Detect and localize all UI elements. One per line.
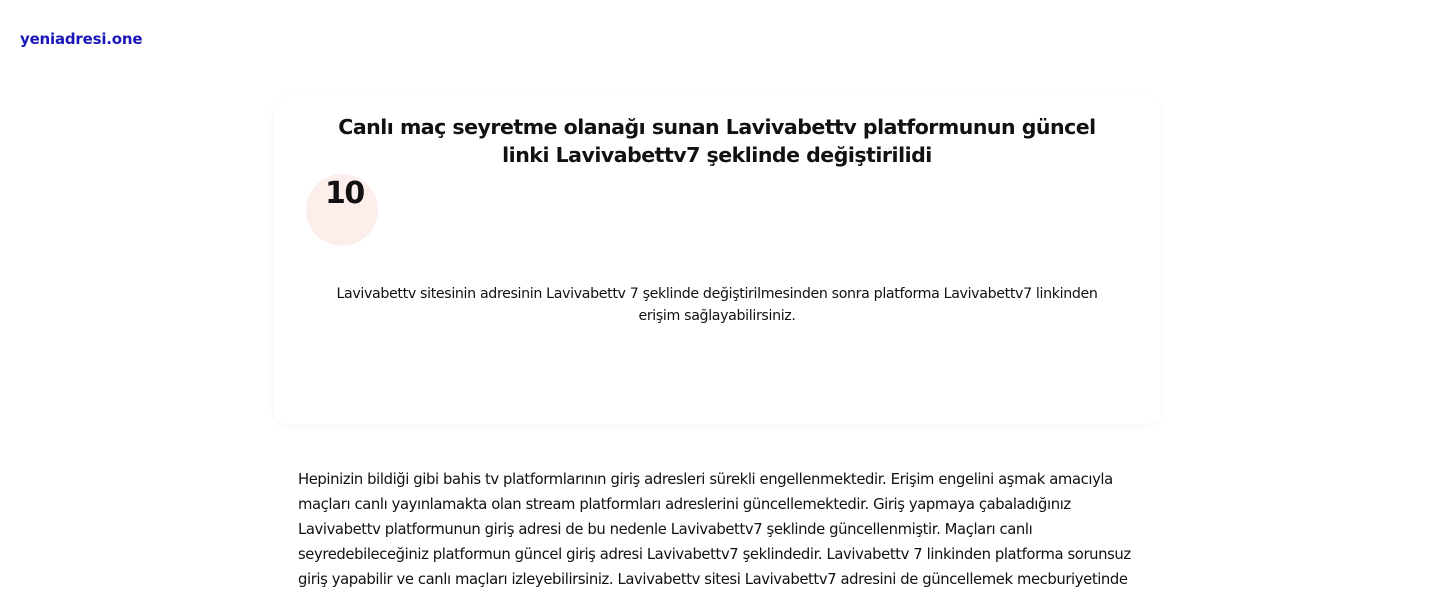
site-logo-link[interactable]: yeniadresi.one: [20, 30, 143, 48]
hero-card: [273, 96, 1161, 424]
hero-summary: Lavivabettv sitesinin adresinin Lavivabettv 7 şeklinde değiştirilmesinden sonra platforma Lavivabettv7 linkinden erişim sağlayabilirsiniz.: [336, 286, 1098, 324]
article-paragraph: Hepinizin bildiği gibi bahis tv platformlarının giriş adresleri sürekli engellenmektedir. Erişim engelini aşmak amacıyla maçları canlı yayınlamakta olan stream platformları adreslerini güncellemektedir. Giriş yapmaya çabaladığınız Lavivabettv platformunun giriş adresi de bu nedenle Lavivabettv7 şeklinde güncellenmiştir. Maçları canlı seyredebileceğiniz platformun güncel giriş adresi Lavivabettv7 şeklindedir. Lavivabettv 7 linkinden platforma sorunsuz giriş yapabilir ve canlı maçları izleyebilirsiniz. Lavivabettv sitesi Lavivabettv7 adresini de güncellemek mecburiyetinde: [298, 471, 1131, 588]
rating-value: 10: [325, 176, 364, 211]
page-title: Canlı maç seyretme olanağı sunan Lavivabettv platformunun güncel linki Lavivabettv7 şeklinde değiştirilidi: [338, 115, 1096, 167]
article-body: [298, 467, 1143, 592]
rating-badge: [306, 174, 378, 246]
site-header: [20, 30, 142, 52]
